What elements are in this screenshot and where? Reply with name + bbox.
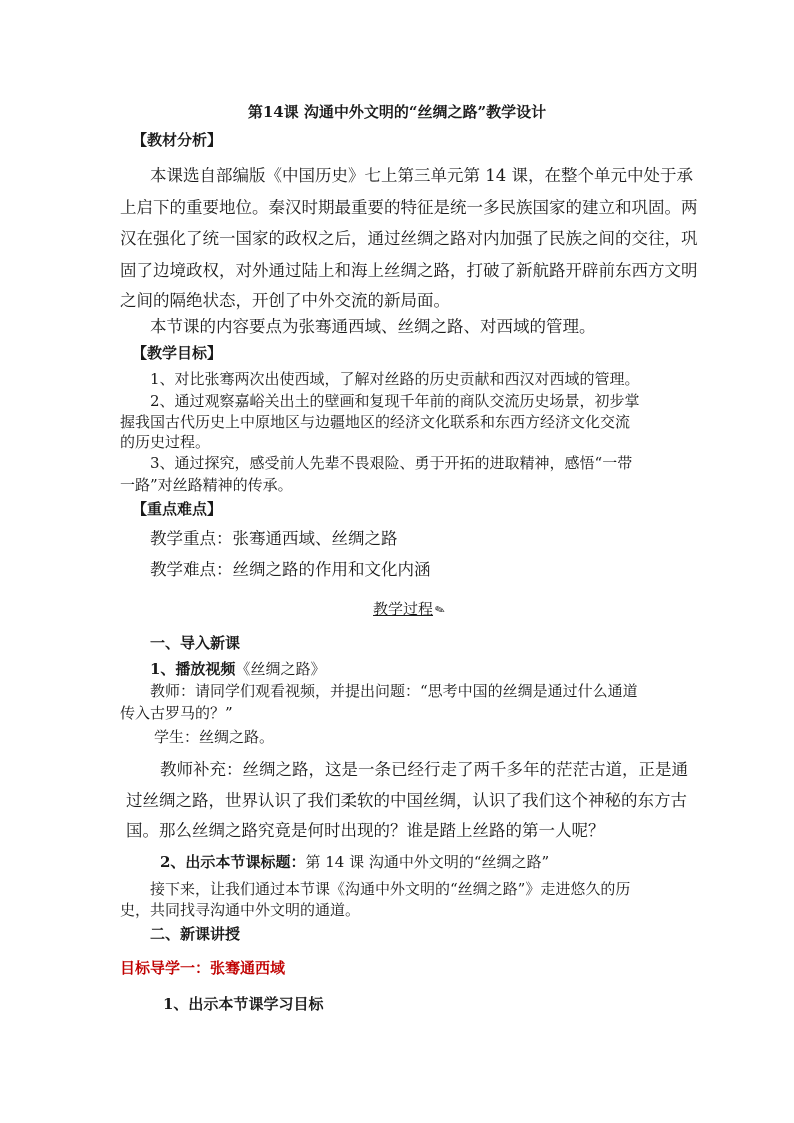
goal-2-line-2: 握我国古代历史上中原地区与边疆地区的经济文化联系和东西方经济文化交流 xyxy=(120,413,631,431)
show-learning-goals: 1、出示本节课学习目标 xyxy=(163,995,324,1013)
section-heading-key-difficult: 【重点难点】 xyxy=(132,500,223,518)
transition-line-2: 史，共同找寻沟通中外文明的通道。 xyxy=(120,901,361,919)
document-title: 第14课 沟通中外文明的“丝绸之路”教学设计 xyxy=(247,103,547,121)
analysis-line-4: 固了边境政权，对外通过陆上和海上丝绸之路，打破了新航路开辟前东西方文明 xyxy=(120,261,698,280)
step-2-title: 第 14 课 沟通中外文明的“丝绸之路” xyxy=(305,853,550,871)
process-heading-text: 教学过程 xyxy=(373,600,434,618)
section-heading-teaching-goals: 【教学目标】 xyxy=(132,344,223,362)
goal-2-line-1: 2、通过观察嘉峪关出土的壁画和复现千年前的商队交流历史场景，初步掌 xyxy=(150,392,640,410)
pencil-icon: ✎ xyxy=(432,601,448,619)
goal-guide-1-heading: 目标导学一：张骞通西域 xyxy=(120,959,286,977)
teacher-supplement-line-2: 过丝绸之路，世界认识了我们柔软的中国丝绸，认识了我们这个神秘的东方古 xyxy=(126,791,687,810)
part-2-heading: 二、新课讲授 xyxy=(150,925,241,943)
analysis-line-1: 本课选自部编版《中国历史》七上第三单元第 14 课，在整个单元中处于承 xyxy=(150,166,693,185)
analysis-key-points: 本节课的内容要点为张骞通西域、丝绸之路、对西域的管理。 xyxy=(150,317,596,336)
analysis-line-5: 之间的隔绝状态，开创了中外交流的新局面。 xyxy=(120,291,450,310)
step-1-label: 1、播放视频 xyxy=(150,660,236,678)
teacher-question-line-1: 教师：请同学们观看视频，并提出问题：“思考中国的丝绸是通过什么通道 xyxy=(150,682,638,700)
difficult-point: 教学难点：丝绸之路的作用和文化内涵 xyxy=(150,560,431,579)
teacher-supplement-line-1: 教师补充：丝绸之路，这是一条已经行走了两千多年的茫茫古道，正是通 xyxy=(160,760,688,779)
analysis-line-3: 汉在强化了统一国家的政权之后，通过丝绸之路对内加强了民族之间的交往，巩 xyxy=(120,229,698,248)
section-heading-textbook-analysis: 【教材分析】 xyxy=(132,131,223,149)
step-1 xyxy=(150,659,325,679)
teacher-supplement-line-3: 国。那么丝绸之路究竟是何时出现的？谁是踏上丝路的第一人呢？ xyxy=(126,821,605,840)
goal-3-line-2: 一路”对丝路精神的传承。 xyxy=(120,476,293,494)
analysis-line-2: 上启下的重要地位。秦汉时期最重要的特征是统一多民族国家的建立和巩固。两 xyxy=(120,198,698,217)
step-2-label: 2、出示本节课标题： xyxy=(160,853,306,871)
goal-2-line-3: 的历史过程。 xyxy=(120,433,211,451)
goal-3-line-1: 3、通过探究，感受前人先辈不畏艰险、勇于开拓的进取精神，感悟“一带 xyxy=(150,454,633,472)
step-2 xyxy=(160,852,549,872)
goal-1: 1、对比张骞两次出使西域，了解对丝路的历史贡献和西汉对西域的管理。 xyxy=(150,370,640,388)
student-answer: 学生：丝绸之路。 xyxy=(154,728,275,746)
teacher-question-line-2: 传入古罗马的？” xyxy=(120,704,233,722)
part-1-heading: 一、导入新课 xyxy=(150,634,241,652)
process-heading xyxy=(373,599,448,620)
key-point: 教学重点：张骞通西域、丝绸之路 xyxy=(150,529,398,548)
transition-line-1: 接下来，让我们通过本节课《沟通中外文明的“丝绸之路”》走进悠久的历 xyxy=(150,880,631,898)
step-1-title: 《丝绸之路》 xyxy=(235,660,326,678)
